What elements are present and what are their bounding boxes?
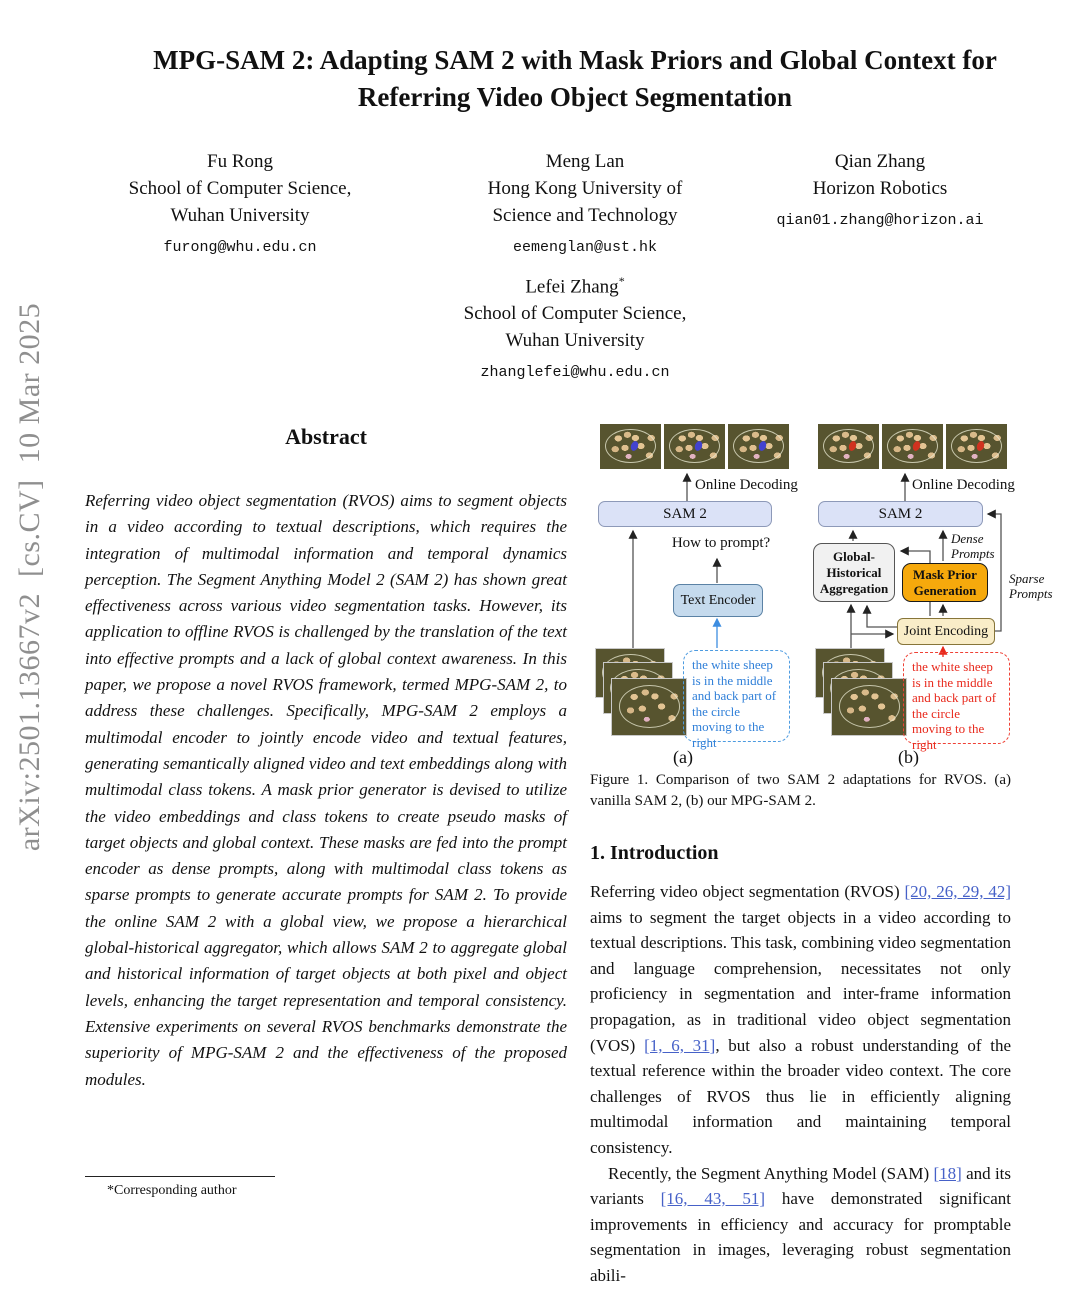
author-affiliation: Wuhan University (170, 205, 310, 226)
mask-prior-generation-box: Mask Prior Generation (902, 563, 988, 602)
author-name: Fu Rong (207, 151, 273, 172)
author-name-text: Lefei Zhang (525, 276, 619, 298)
citation-link[interactable]: [20, 26, 29, 42] (904, 882, 1011, 901)
panel-label-a: (a) (673, 747, 693, 767)
panel-label-b: (b) (898, 747, 919, 767)
video-frame (728, 424, 789, 469)
text-run: have demonstrated significant improvements in efficiency and accuracy for promptable segmentation in images, leveraging robust segmentation abili- (590, 1189, 1011, 1285)
citation-link[interactable]: [1, 6, 31] (644, 1035, 716, 1055)
online-decoding-label-a: Online Decoding (695, 477, 798, 493)
footnote-rule (85, 1176, 275, 1177)
video-frame-stack (611, 678, 687, 736)
footnote-text: *Corresponding author (107, 1183, 237, 1198)
author-affiliation: Horizon Robotics (812, 178, 948, 199)
author-block (415, 148, 755, 261)
footnote (85, 1176, 567, 1199)
intro-paragraph-1 (590, 879, 1011, 1161)
text-run: Referring video object segmentation (RVOS) (590, 882, 905, 901)
author-block (340, 268, 810, 386)
video-frame (664, 424, 725, 469)
text-run: Recently, the Segment Anything Model (SAM) (608, 1163, 934, 1183)
text-encoder-box: Text Encoder (673, 584, 763, 617)
author-name: Qian Zhang (834, 151, 926, 172)
paper-title-line1: MPG-SAM 2: Adapting SAM 2 with Mask Priors and Global Context for (153, 45, 997, 75)
author-affiliation: Science and Technology (492, 205, 678, 226)
citation-link[interactable]: [16, 43, 51] (660, 1189, 766, 1209)
corresponding-author-mark: * (618, 274, 625, 288)
author-email: eemenglan@ust.hk (512, 239, 658, 256)
video-frame (882, 424, 943, 469)
video-frame (818, 424, 879, 469)
video-frame (600, 424, 661, 469)
video-frame-stack (831, 678, 907, 736)
joint-encoding-box: Joint Encoding (897, 618, 995, 645)
author-email: furong@whu.edu.cn (163, 239, 317, 256)
query-box-b: the white sheep is in the middle and back part of the circle moving to the right (903, 652, 1010, 744)
author-email: qian01.zhang@horizon.ai (776, 212, 984, 229)
dense-prompts-label: Dense Prompts (951, 531, 995, 561)
citation-link[interactable]: [18] (933, 1163, 962, 1183)
author-affiliation: Wuhan University (505, 330, 645, 352)
sam2-box-b: SAM 2 (818, 501, 983, 527)
author-email: zhanglefei@whu.edu.cn (480, 364, 670, 382)
sam2-box-a: SAM 2 (598, 501, 772, 527)
intro-paragraph-2 (590, 1161, 1011, 1289)
introduction-heading: 1. Introduction (590, 842, 719, 864)
author-affiliation: Hong Kong University of (487, 178, 683, 199)
paper-title (85, 42, 1065, 116)
online-decoding-label-b: Online Decoding (912, 477, 1015, 493)
sparse-prompts-label: Sparse Prompts (1009, 571, 1053, 601)
query-box-a: the white sheep is in the middle and back part of the circle moving to the right (683, 650, 790, 742)
abstract-heading: Abstract (285, 424, 367, 449)
text-run: and its variants (590, 1163, 1012, 1209)
global-historical-aggregation-box: Global-Historical Aggregation (813, 543, 895, 602)
author-block (725, 148, 1035, 234)
author-block (95, 148, 385, 261)
author-name: Meng Lan (545, 151, 625, 172)
abstract-text: Referring video object segmentation (RVOS) aims to segment objects in a video according to textual descriptions, which requires the integration of multimodal information and temporal dynamics perception. The Segment Anything Model 2 (SAM 2) has shown great effectiveness across various video segmentation tasks. However, its application to offline RVOS is challenged by the translation of the text into effective prompts and a lack of global context awareness. In this paper, we propose a novel RVOS framework, termed MPG-SAM 2, to address these challenges. Specifically, MPG-SAM 2 employs a multimodal encoder to jointly encode video and textual features, generating semantically aligned video and text embeddings along with multimodal class tokens. A mask prior generator is devised to utilize the video embeddings and class tokens to create pseudo masks of target objects and global context. These masks are fed into the prompt encoder as dense prompts, along with multimodal class tokens as sparse prompts to generate accurate prompts for SAM 2. To provide the online SAM 2 with a global view, we propose a hierarchical global-historical aggregator, which allows SAM 2 to aggregate global and historical information of target objects at both pixel and object levels, enhancing the target representation and temporal consistency. Extensive experiments on several RVOS benchmarks demonstrate the superiority of MPG-SAM 2 and the effectiveness of the proposed modules. (85, 491, 567, 1089)
arxiv-banner: arXiv:2501.13667v2 [cs.CV] 10 Mar 2025 (13, 302, 46, 852)
how-to-prompt-label: How to prompt? (671, 535, 771, 551)
author-affiliation: School of Computer Science, (463, 303, 687, 325)
introduction-text (590, 879, 1011, 1289)
abstract-section (85, 424, 567, 1093)
text-run: , but also a robust understanding of the textual reference within the broader video context. The core challenges of RVOS thus lie in efficiently aligning multimodal information and maintaining temporal consistency. (590, 1035, 1011, 1157)
text-run: aims to segment the target objects in a video according to textual descriptions. This task, combining video segmentation and language comprehension, necessitates not only proficiency in segmentation and inter-frame information propagation, as in traditional video object segmentation (VOS) (590, 907, 1011, 1055)
video-frame (946, 424, 1007, 469)
figure-caption: Figure 1. Comparison of two SAM 2 adaptations for RVOS. (a) vanilla SAM 2, (b) our MPG-SAM 2. (590, 772, 1011, 809)
author-affiliation: School of Computer Science, (128, 178, 352, 199)
figure-1 (595, 420, 1055, 776)
author-name (340, 268, 810, 300)
paper-title-line2: Referring Video Object Segmentation (357, 82, 793, 112)
